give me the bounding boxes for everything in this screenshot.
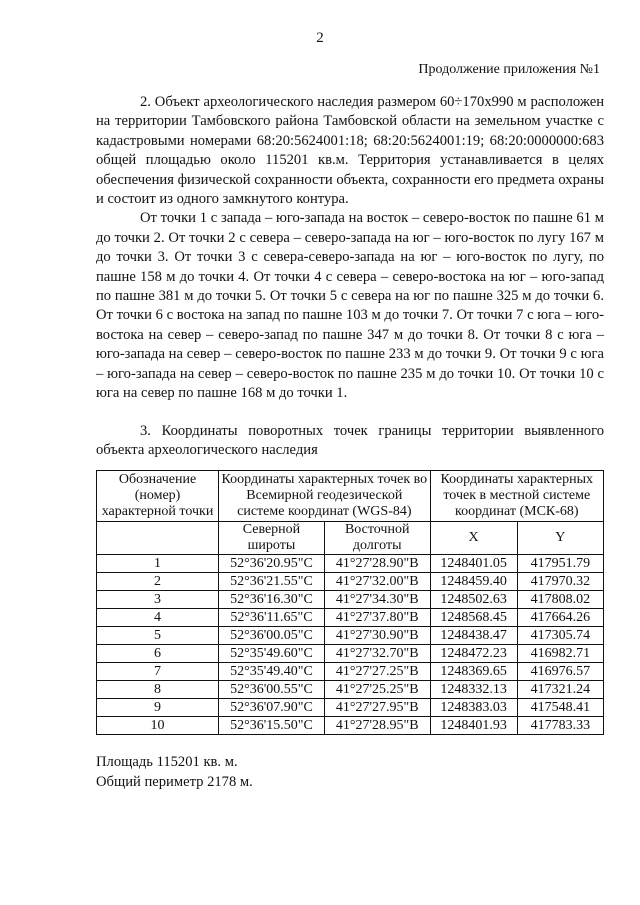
cell-y: 417664.26 [517, 609, 603, 627]
cell-latitude: 52°36'11.65"С [219, 609, 325, 627]
cell-x: 1248369.65 [430, 663, 517, 681]
header-point: Обозначение (номер) характерной точки [97, 471, 219, 522]
cell-point: 2 [97, 573, 219, 591]
cell-latitude: 52°35'49.60"С [219, 645, 325, 663]
table-row [97, 699, 604, 717]
cell-longitude: 41°27'25.25"В [324, 681, 430, 699]
cell-x: 1248472.23 [430, 645, 517, 663]
cell-y: 416982.71 [517, 645, 603, 663]
cell-longitude: 41°27'37.80"В [324, 609, 430, 627]
cell-latitude: 52°36'20.95"С [219, 555, 325, 573]
subheader-y: Y [517, 522, 603, 555]
cell-latitude: 52°36'15.50"С [219, 717, 325, 735]
section-2 [96, 93, 604, 404]
cell-latitude: 52°36'07.90"С [219, 699, 325, 717]
perimeter-text: Общий периметр 2178 м. [96, 774, 253, 790]
table-row [97, 555, 604, 573]
section-3-heading: 3. Координаты поворотных точек границы территории выявленного объекта археологического наследия [96, 423, 604, 459]
table-subheader-row [97, 522, 604, 555]
cell-y: 417951.79 [517, 555, 603, 573]
table-row [97, 645, 604, 663]
section-3 [96, 422, 604, 461]
cell-point: 1 [97, 555, 219, 573]
cell-x: 1248383.03 [430, 699, 517, 717]
table-row [97, 681, 604, 699]
header-msk68: Координаты характерных точек в местной системе координат (МСК-68) [430, 471, 603, 522]
cell-y: 417548.41 [517, 699, 603, 717]
cell-longitude: 41°27'28.95"В [324, 717, 430, 735]
continuation-note: Продолжение приложения №1 [418, 62, 600, 77]
coordinates-table [96, 470, 604, 735]
cell-longitude: 41°27'30.90"В [324, 627, 430, 645]
table-row [97, 717, 604, 735]
cell-y: 416976.57 [517, 663, 603, 681]
cell-point: 8 [97, 681, 219, 699]
cell-longitude: 41°27'28.90"В [324, 555, 430, 573]
cell-latitude: 52°36'16.30"С [219, 591, 325, 609]
header-wgs84: Координаты характерных точек во Всемирной геодезической системе координат (WGS-84) [219, 471, 431, 522]
cell-point: 3 [97, 591, 219, 609]
table-row [97, 591, 604, 609]
cell-latitude: 52°35'49.40"С [219, 663, 325, 681]
summary [96, 752, 253, 792]
cell-point: 5 [97, 627, 219, 645]
table-header-row [97, 471, 604, 522]
cell-x: 1248438.47 [430, 627, 517, 645]
section-2-boundary-route: От точки 1 с запада – юго-запада на восток – северо-восток по пашне 61 м до точки 2. От точки 2 с севера – северо-запада на юг – юго-восток по лугу 167 м до точки 3. От точки 3 с севера-северо-запада на юг – юго-восток по лугу, по пашне 158 м до точки 4. От точки 4 с севера – северо-востока на юг – юго-запад по пашне 381 м до точки 5. От точки 5 с севера на юг по пашне 325 м до точки 6. От точки 6 с востока на запад по пашне 103 м до точки 7. От точки 7 с юга – юго-востока на север – северо-запад по пашне 347 м до точки 8. От точки 8 с юга – юго-запада на север – северо-восток по пашне 233 м до точки 9. От точки 9 с юга – юго-запада на север – северо-восток по пашне 235 м до точки 10. От точки 10 с юга на север по пашне 168 м до точки 1. [96, 210, 604, 402]
cell-y: 417808.02 [517, 591, 603, 609]
cell-y: 417321.24 [517, 681, 603, 699]
table-row [97, 573, 604, 591]
cell-y: 417970.32 [517, 573, 603, 591]
cell-latitude: 52°36'00.55"С [219, 681, 325, 699]
subheader-longitude: Восточной долготы [324, 522, 430, 555]
subheader-latitude: Северной широты [219, 522, 325, 555]
cell-longitude: 41°27'32.70"В [324, 645, 430, 663]
page-number: 2 [316, 30, 324, 46]
cell-longitude: 41°27'27.95"В [324, 699, 430, 717]
cell-latitude: 52°36'21.55"С [219, 573, 325, 591]
cell-x: 1248568.45 [430, 609, 517, 627]
cell-point: 9 [97, 699, 219, 717]
subheader-empty [97, 522, 219, 555]
cell-x: 1248332.13 [430, 681, 517, 699]
cell-x: 1248401.05 [430, 555, 517, 573]
subheader-x: X [430, 522, 517, 555]
cell-y: 417305.74 [517, 627, 603, 645]
cell-y: 417783.33 [517, 717, 603, 735]
cell-x: 1248401.93 [430, 717, 517, 735]
cell-x: 1248502.63 [430, 591, 517, 609]
cell-point: 6 [97, 645, 219, 663]
cell-longitude: 41°27'27.25"В [324, 663, 430, 681]
cell-point: 7 [97, 663, 219, 681]
table-row [97, 609, 604, 627]
cell-point: 4 [97, 609, 219, 627]
cell-x: 1248459.40 [430, 573, 517, 591]
table-row [97, 627, 604, 645]
cell-latitude: 52°36'00.05"С [219, 627, 325, 645]
table-row [97, 663, 604, 681]
cell-longitude: 41°27'32.00"В [324, 573, 430, 591]
area-text: Площадь 115201 кв. м. [96, 754, 238, 770]
section-2-description: 2. Объект археологического наследия размером 60÷170х990 м расположен на территории Тамбовского района Тамбовской области на земельном участке с кадастровыми номерами 68:20:5624001:18; 68:20:5624001:19; 68:20:0000000:683 общей площадью около 115201 кв.м. Территория устанавливается в целях обеспечения физической сохранности объекта, сохранности его предмета охраны и состоит из одного замкнутого контура. [96, 94, 604, 208]
cell-longitude: 41°27'34.30"В [324, 591, 430, 609]
cell-point: 10 [97, 717, 219, 735]
